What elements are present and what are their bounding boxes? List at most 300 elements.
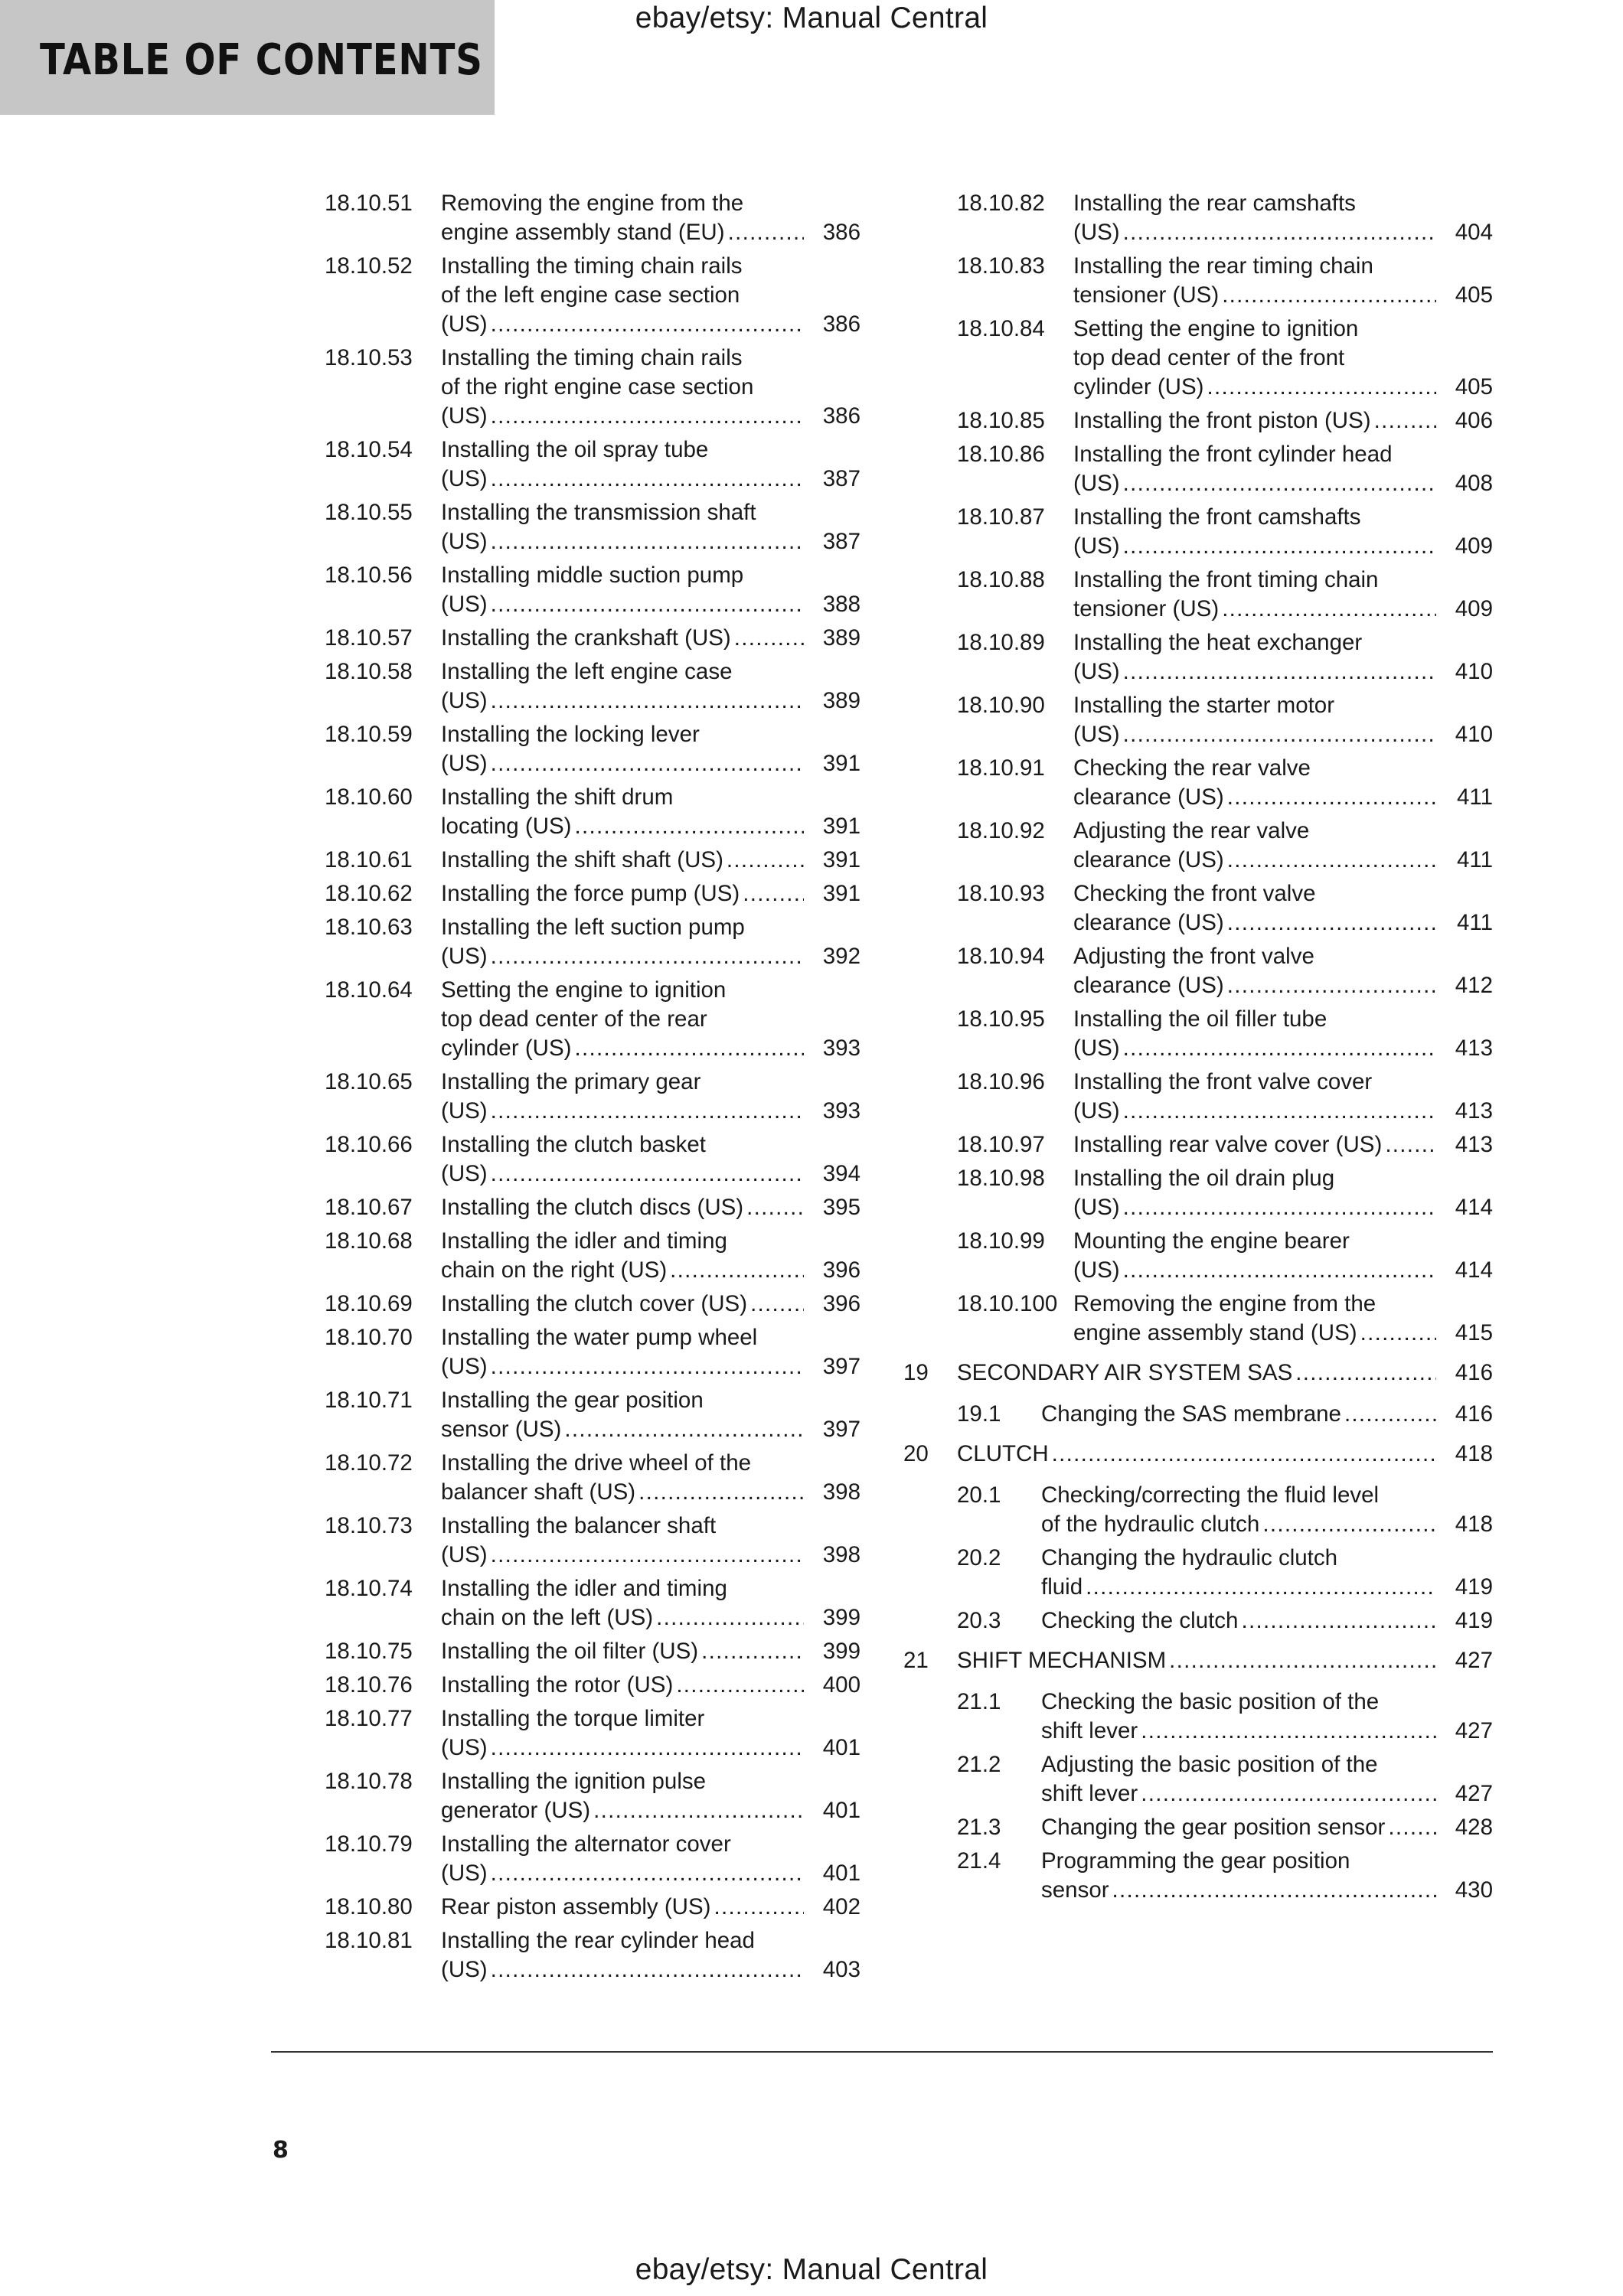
toc-entry[interactable] <box>325 657 860 716</box>
toc-entry-number: 18.10.66 <box>325 1132 413 1157</box>
toc-entry-number: 18.10.60 <box>325 784 413 810</box>
dot-leader <box>564 1415 804 1444</box>
toc-entry-page: 388 <box>822 592 860 617</box>
dot-leader <box>1141 1717 1436 1746</box>
dot-leader <box>491 1733 804 1763</box>
toc-entry-title-line: (US) <box>441 592 488 617</box>
toc-column-right <box>903 189 1493 1910</box>
dot-leader <box>750 1290 804 1319</box>
toc-entry[interactable] <box>325 783 860 841</box>
dot-leader <box>1123 1097 1436 1126</box>
toc-entry-title-line: Installing the oil filter (US) <box>441 1639 699 1664</box>
toc-entry-title-line: Changing the hydraulic clutch <box>1041 1545 1338 1570</box>
toc-entry-title-line: clearance (US) <box>1073 910 1224 935</box>
toc-entry-number: 18.10.98 <box>957 1166 1045 1191</box>
toc-entry-title-line: Installing the torque limiter <box>441 1706 705 1731</box>
toc-entry-title-line: (US) <box>441 403 488 429</box>
dot-leader <box>1241 1606 1436 1636</box>
dot-leader <box>1360 1319 1436 1348</box>
dot-leader <box>743 879 804 908</box>
toc-entry-title-line: Changing the SAS membrane <box>1041 1401 1341 1427</box>
toc-entry-number: 19.1 <box>957 1401 1001 1427</box>
toc-entry-title <box>957 1358 1493 1388</box>
toc-entry[interactable] <box>325 1290 860 1319</box>
toc-entry-page: 386 <box>822 311 860 337</box>
dot-leader <box>491 1859 804 1888</box>
toc-entry-title <box>441 561 860 619</box>
toc-entry-title-line: fluid <box>1041 1574 1083 1600</box>
toc-entry[interactable] <box>325 498 860 556</box>
toc-entry-title <box>1041 1750 1493 1808</box>
dot-leader <box>1123 532 1436 561</box>
dot-leader <box>1123 218 1436 247</box>
toc-entry-title <box>441 879 860 908</box>
toc-entry-page: 410 <box>1455 659 1493 684</box>
toc-entry[interactable] <box>325 913 860 971</box>
toc-entry-page: 410 <box>1455 722 1493 747</box>
toc-entry-page: 411 <box>1456 847 1493 872</box>
toc-entry-page: 408 <box>1455 471 1493 496</box>
toc-entry-title-line: of the hydraulic clutch <box>1041 1512 1260 1537</box>
toc-entry[interactable] <box>325 1926 860 1985</box>
dot-leader <box>1227 783 1436 812</box>
dot-leader <box>491 402 804 431</box>
toc-entry-number: 18.10.99 <box>957 1228 1045 1254</box>
toc-entry-title-line: Installing the oil drain plug <box>1073 1166 1335 1191</box>
toc-entry-title-line: Installing the oil spray tube <box>441 437 709 462</box>
toc-entry-page: 405 <box>1455 374 1493 400</box>
toc-entry-title <box>441 252 860 339</box>
toc-entry[interactable] <box>325 344 860 431</box>
toc-entry-title-line: Checking/correcting the fluid level <box>1041 1482 1380 1508</box>
dot-leader <box>491 1955 804 1985</box>
toc-entry-page: 411 <box>1456 784 1493 810</box>
toc-entry-title-line: (US) <box>441 1957 488 1982</box>
toc-entry-title <box>441 1830 860 1888</box>
toc-entry-number: 18.10.53 <box>325 345 413 370</box>
dot-leader <box>701 1637 804 1666</box>
toc-entry-number: 20.1 <box>957 1482 1001 1508</box>
toc-entry-title <box>1041 1544 1493 1602</box>
toc-entry-number: 18.10.81 <box>325 1928 413 1953</box>
dot-leader <box>1227 908 1436 938</box>
toc-entry-number: 18.10.63 <box>325 915 413 940</box>
dot-leader <box>1385 1130 1436 1159</box>
toc-entry-title <box>1073 1068 1493 1126</box>
toc-entry-title <box>441 976 860 1063</box>
toc-entry-page: 402 <box>822 1894 860 1919</box>
toc-entry-title <box>1073 252 1493 310</box>
toc-entry-title-line: (US) <box>441 466 488 491</box>
toc-entry-page: 405 <box>1455 282 1493 308</box>
toc-entry-number: 19 <box>903 1360 929 1385</box>
toc-entry-number: 18.10.80 <box>325 1894 413 1919</box>
toc-entry-title-line: Installing the front cylinder head <box>1073 442 1393 467</box>
toc-entry[interactable] <box>903 1227 1493 1285</box>
toc-entry-page: 391 <box>822 814 860 839</box>
dot-leader <box>1222 281 1436 310</box>
toc-entry-number: 18.10.100 <box>957 1291 1058 1316</box>
toc-entry-title-line: (US) <box>441 1354 488 1379</box>
toc-entry-title-line: Installing the primary gear <box>441 1069 701 1094</box>
toc-entry-title-line: clearance (US) <box>1073 847 1224 872</box>
toc-entry-title-line: Installing the left engine case <box>441 659 733 684</box>
toc-entry-number: 18.10.85 <box>957 408 1045 433</box>
toc-entry-page: 427 <box>1455 1648 1493 1673</box>
toc-entry[interactable] <box>325 1830 860 1888</box>
toc-entry-title-line: sensor (US) <box>441 1417 562 1442</box>
toc-entry-title-line: Installing the left suction pump <box>441 915 745 940</box>
toc-entry-page: 386 <box>822 220 860 245</box>
toc-entry[interactable] <box>903 1400 1493 1429</box>
toc-entry[interactable] <box>903 1164 1493 1222</box>
dot-leader <box>491 527 804 556</box>
toc-entry-page: 406 <box>1455 408 1493 433</box>
toc-entry-title-line: Removing the engine from the <box>1073 1291 1376 1316</box>
toc-entry-number: 18.10.91 <box>957 755 1045 781</box>
toc-entry[interactable] <box>903 942 1493 1000</box>
section-header-box <box>0 0 495 115</box>
toc-entry-title-line: (US) <box>441 1098 488 1124</box>
toc-entry-title-line: Installing the rear timing chain <box>1073 253 1373 279</box>
toc-entry[interactable] <box>903 1440 1493 1469</box>
toc-entry-number: 18.10.90 <box>957 693 1045 718</box>
toc-entry-title <box>441 344 860 431</box>
toc-entry-title-line: generator (US) <box>441 1798 591 1823</box>
toc-entry[interactable] <box>325 1449 860 1507</box>
toc-entry[interactable] <box>325 976 860 1063</box>
toc-entry-title <box>441 435 860 494</box>
dot-leader <box>491 1541 804 1570</box>
dot-leader <box>491 749 804 778</box>
dot-leader <box>1227 971 1436 1000</box>
toc-entry-page: 416 <box>1455 1401 1493 1427</box>
toc-entry[interactable] <box>903 817 1493 875</box>
toc-entry-title-line: Programming the gear position <box>1041 1848 1350 1874</box>
toc-entry-title-line: Checking the clutch <box>1041 1608 1239 1633</box>
toc-entry-page: 427 <box>1455 1781 1493 1806</box>
toc-entry-title-line: locating (US) <box>441 814 572 839</box>
dot-leader <box>1222 595 1436 624</box>
toc-entry-title <box>1073 754 1493 812</box>
toc-entry[interactable] <box>903 440 1493 498</box>
toc-entry-number: 21 <box>903 1648 929 1673</box>
dot-leader <box>491 1097 804 1126</box>
toc-entry[interactable] <box>325 1227 860 1285</box>
toc-entry-title-line: engine assembly stand (US) <box>1073 1320 1357 1345</box>
dot-leader <box>1262 1510 1436 1539</box>
toc-entry[interactable] <box>903 503 1493 561</box>
toc-entry-title-line: Adjusting the rear valve <box>1073 818 1310 843</box>
toc-entry-page: 419 <box>1455 1608 1493 1633</box>
toc-entry-page: 397 <box>822 1354 860 1379</box>
toc-entry[interactable] <box>325 1893 860 1922</box>
toc-entry-title <box>441 1767 860 1825</box>
toc-entry-number: 18.10.86 <box>957 442 1045 467</box>
toc-entry[interactable] <box>325 252 860 339</box>
toc-entry-title-line: tensioner (US) <box>1073 596 1220 621</box>
toc-entry-title <box>441 783 860 841</box>
toc-entry-title-line: sensor <box>1041 1877 1109 1903</box>
toc-entry-title-line: Installing the ignition pulse <box>441 1769 707 1794</box>
toc-entry-number: 18.10.54 <box>325 437 413 462</box>
toc-entry-title <box>441 1386 860 1444</box>
toc-entry[interactable] <box>325 1574 860 1632</box>
toc-entry-page: 396 <box>822 1257 860 1283</box>
toc-entry-title <box>1073 189 1493 247</box>
dot-leader <box>1227 846 1436 875</box>
toc-entry-number: 18.10.65 <box>325 1069 413 1094</box>
toc-entry-title-line: top dead center of the rear <box>441 1006 707 1032</box>
toc-entry[interactable] <box>903 1290 1493 1348</box>
toc-entry-title-line: (US) <box>441 1861 488 1886</box>
toc-entry-title-line: (US) <box>1073 220 1120 245</box>
toc-entry-page: 428 <box>1455 1815 1493 1840</box>
toc-entry-page: 398 <box>822 1542 860 1567</box>
dot-leader <box>1123 720 1436 749</box>
dot-leader <box>670 1256 804 1285</box>
toc-entry-number: 21.4 <box>957 1848 1001 1874</box>
dot-leader <box>491 687 804 716</box>
toc-entry-page: 412 <box>1455 973 1493 998</box>
toc-entry-number: 18.10.75 <box>325 1639 413 1664</box>
toc-entry-title <box>441 1068 860 1126</box>
toc-entry-title-line: of the right engine case section <box>441 374 754 400</box>
toc-entry-title-line: Installing the force pump (US) <box>441 881 740 906</box>
dot-leader <box>491 310 804 339</box>
toc-entry-page: 415 <box>1455 1320 1493 1345</box>
dot-leader <box>1086 1573 1436 1602</box>
toc-entry-title-line: Installing the starter motor <box>1073 693 1335 718</box>
toc-entry-number: 18.10.76 <box>325 1672 413 1698</box>
toc-entry-number: 18.10.59 <box>325 722 413 747</box>
toc-entry[interactable] <box>903 1646 1493 1675</box>
toc-entry[interactable] <box>325 1637 860 1666</box>
toc-entry-number: 20.3 <box>957 1608 1001 1633</box>
toc-entry-page: 401 <box>822 1861 860 1886</box>
toc-entry-number: 18.10.67 <box>325 1195 413 1220</box>
toc-entry[interactable] <box>325 720 860 778</box>
toc-column-left <box>325 189 860 1989</box>
toc-entry-number: 18.10.70 <box>325 1325 413 1350</box>
toc-entry[interactable] <box>325 1386 860 1444</box>
dot-leader <box>491 1352 804 1381</box>
toc-entry-title-line: Installing the shift drum <box>441 784 674 810</box>
toc-entry-title <box>1073 1164 1493 1222</box>
toc-entry[interactable] <box>325 624 860 653</box>
dot-leader <box>656 1603 804 1632</box>
toc-entry-page: 389 <box>822 625 860 651</box>
toc-entry-title-line: Installing the front timing chain <box>1073 567 1379 592</box>
toc-entry[interactable] <box>325 1068 860 1126</box>
watermark-top: ebay/etsy: Manual Central <box>635 2 988 34</box>
toc-entry-page: 399 <box>822 1639 860 1664</box>
toc-entry[interactable] <box>325 189 860 247</box>
toc-entry-title-line: Installing the crankshaft (US) <box>441 625 731 651</box>
toc-entry[interactable] <box>903 406 1493 435</box>
toc-entry-title <box>441 1512 860 1570</box>
toc-entry-number: 18.10.55 <box>325 500 413 525</box>
toc-entry[interactable] <box>325 1704 860 1763</box>
toc-entry-page: 391 <box>822 751 860 776</box>
toc-entry-title <box>441 189 860 247</box>
toc-entry-page: 401 <box>822 1798 860 1823</box>
toc-entry[interactable] <box>325 1323 860 1381</box>
dot-leader <box>714 1893 804 1922</box>
toc-entry-page: 392 <box>822 944 860 969</box>
toc-entry-title-line: (US) <box>1073 1257 1120 1283</box>
toc-entry[interactable] <box>325 1671 860 1700</box>
toc-entry-title-line: shift lever <box>1041 1718 1138 1743</box>
dot-leader <box>1123 1256 1436 1285</box>
toc-entry-title <box>441 1449 860 1507</box>
toc-entry-title <box>441 846 860 875</box>
toc-entry-title-line: chain on the left (US) <box>441 1605 654 1630</box>
toc-entry-number: 18.10.97 <box>957 1132 1045 1157</box>
dot-leader <box>1344 1400 1436 1429</box>
toc-entry-title-line: (US) <box>441 944 488 969</box>
dot-leader <box>1052 1440 1436 1469</box>
toc-entry-number: 18.10.87 <box>957 504 1045 530</box>
toc-entry[interactable] <box>903 252 1493 310</box>
dot-leader <box>1123 469 1436 498</box>
dot-leader <box>491 590 804 619</box>
toc-entry[interactable] <box>903 1481 1493 1539</box>
toc-entry[interactable] <box>325 561 860 619</box>
toc-entry-number: 18.10.51 <box>325 191 413 216</box>
toc-entry[interactable] <box>903 1005 1493 1063</box>
toc-entry-title-line: Installing the water pump wheel <box>441 1325 758 1350</box>
toc-entry-title <box>1041 1606 1493 1636</box>
toc-entry-page: 413 <box>1455 1035 1493 1061</box>
toc-entry[interactable] <box>903 315 1493 402</box>
toc-entry[interactable] <box>903 566 1493 624</box>
footer-divider <box>271 2051 1493 2053</box>
toc-entry-title-line: shift lever <box>1041 1781 1138 1806</box>
toc-entry-number: 18.10.74 <box>325 1576 413 1601</box>
toc-entry-title-line: Installing the alternator cover <box>441 1831 731 1857</box>
toc-entry-title-line: Installing the gear position <box>441 1388 704 1413</box>
dot-leader <box>1123 1193 1436 1222</box>
toc-entry-page: 387 <box>822 529 860 554</box>
toc-entry[interactable] <box>903 1068 1493 1126</box>
toc-entry-title-line: clearance (US) <box>1073 784 1224 810</box>
toc-entry-number: 18.10.56 <box>325 563 413 588</box>
dot-leader <box>727 846 804 875</box>
toc-entry-number: 18.10.79 <box>325 1831 413 1857</box>
toc-entry[interactable] <box>325 1512 860 1570</box>
toc-entry-number: 18.10.94 <box>957 944 1045 969</box>
toc-entry-title <box>441 1893 860 1922</box>
dot-leader <box>1123 657 1436 687</box>
toc-entry-page: 393 <box>822 1035 860 1061</box>
toc-entry-title-line: cylinder (US) <box>441 1035 572 1061</box>
toc-entry-title-line: chain on the right (US) <box>441 1257 668 1283</box>
toc-entry-number: 18.10.72 <box>325 1450 413 1476</box>
toc-entry[interactable] <box>325 846 860 875</box>
toc-entry[interactable] <box>903 1750 1493 1808</box>
toc-entry-number: 18.10.96 <box>957 1069 1045 1094</box>
toc-entry[interactable] <box>903 1130 1493 1159</box>
toc-entry-title <box>957 1646 1493 1675</box>
toc-entry-page: 416 <box>1455 1360 1493 1385</box>
toc-entry[interactable] <box>903 1544 1493 1602</box>
toc-entry-title-line: Installing the clutch discs (US) <box>441 1195 744 1220</box>
dot-leader <box>728 218 804 247</box>
toc-entry-page: 419 <box>1455 1574 1493 1600</box>
toc-entry-number: 18.10.82 <box>957 191 1045 216</box>
toc-entry[interactable] <box>325 879 860 908</box>
toc-entry-title-line: Installing the front piston (US) <box>1073 408 1371 433</box>
toc-entry[interactable] <box>903 1813 1493 1842</box>
toc-entry[interactable] <box>903 754 1493 812</box>
dot-leader <box>1141 1779 1436 1808</box>
toc-entry[interactable] <box>903 628 1493 687</box>
toc-entry-number: 18.10.71 <box>325 1388 413 1413</box>
dot-leader <box>746 1193 804 1222</box>
toc-entry-title-line: Installing the rotor (US) <box>441 1672 674 1698</box>
toc-entry-title-line: CLUTCH <box>957 1441 1049 1466</box>
toc-entry-number: 18.10.77 <box>325 1706 413 1731</box>
toc-entry[interactable] <box>903 1358 1493 1388</box>
toc-entry-title <box>1073 817 1493 875</box>
toc-entry-title-line: clearance (US) <box>1073 973 1224 998</box>
toc-entry[interactable] <box>903 189 1493 247</box>
toc-entry-title-line: Removing the engine from the <box>441 191 744 216</box>
toc-entry-title-line: Installing the clutch basket <box>441 1132 707 1157</box>
toc-entry[interactable] <box>903 691 1493 749</box>
toc-entry-page: 401 <box>822 1735 860 1760</box>
toc-entry[interactable] <box>325 1130 860 1189</box>
toc-entry-title-line: cylinder (US) <box>1073 374 1204 400</box>
toc-entry-page: 391 <box>822 881 860 906</box>
toc-entry[interactable] <box>903 1847 1493 1905</box>
toc-entry[interactable] <box>903 1606 1493 1636</box>
toc-entry[interactable] <box>325 435 860 494</box>
toc-entry-title-line: Checking the front valve <box>1073 881 1316 906</box>
toc-entry[interactable] <box>325 1767 860 1825</box>
toc-entry[interactable] <box>903 1688 1493 1746</box>
toc-entry-title-line: Installing the heat exchanger <box>1073 630 1363 655</box>
toc-entry-title-line: Installing middle suction pump <box>441 563 744 588</box>
toc-entry-title-line: engine assembly stand (EU) <box>441 220 725 245</box>
toc-entry-title-line: Setting the engine to ignition <box>1073 316 1359 341</box>
toc-entry-title <box>1073 1130 1493 1159</box>
toc-entry-page: 387 <box>822 466 860 491</box>
toc-entry[interactable] <box>325 1193 860 1222</box>
dot-leader <box>676 1671 804 1700</box>
toc-entry-number: 18.10.69 <box>325 1291 413 1316</box>
toc-entry-title-line: Changing the gear position sensor <box>1041 1815 1386 1840</box>
toc-entry-title <box>1041 1481 1493 1539</box>
toc-entry-number: 18.10.73 <box>325 1513 413 1538</box>
toc-entry-title-line: Installing the front camshafts <box>1073 504 1361 530</box>
toc-entry-title <box>1073 315 1493 402</box>
toc-entry-title-line: Installing the clutch cover (US) <box>441 1291 748 1316</box>
toc-entry-title-line: SHIFT MECHANISM <box>957 1648 1167 1673</box>
toc-entry-title-line: (US) <box>441 1542 488 1567</box>
toc-entry-title-line: Installing the transmission shaft <box>441 500 756 525</box>
dot-leader <box>638 1478 804 1507</box>
toc-entry-title <box>1073 406 1493 435</box>
toc-entry-title <box>1041 1688 1493 1746</box>
toc-entry-title-line: (US) <box>441 688 488 713</box>
toc-entry[interactable] <box>903 879 1493 938</box>
page-title: TABLE OF CONTENTS <box>40 35 483 85</box>
dot-leader <box>1169 1646 1436 1675</box>
toc-entry-title-line: Installing rear valve cover (US) <box>1073 1132 1383 1157</box>
toc-entry-page: 427 <box>1455 1718 1493 1743</box>
